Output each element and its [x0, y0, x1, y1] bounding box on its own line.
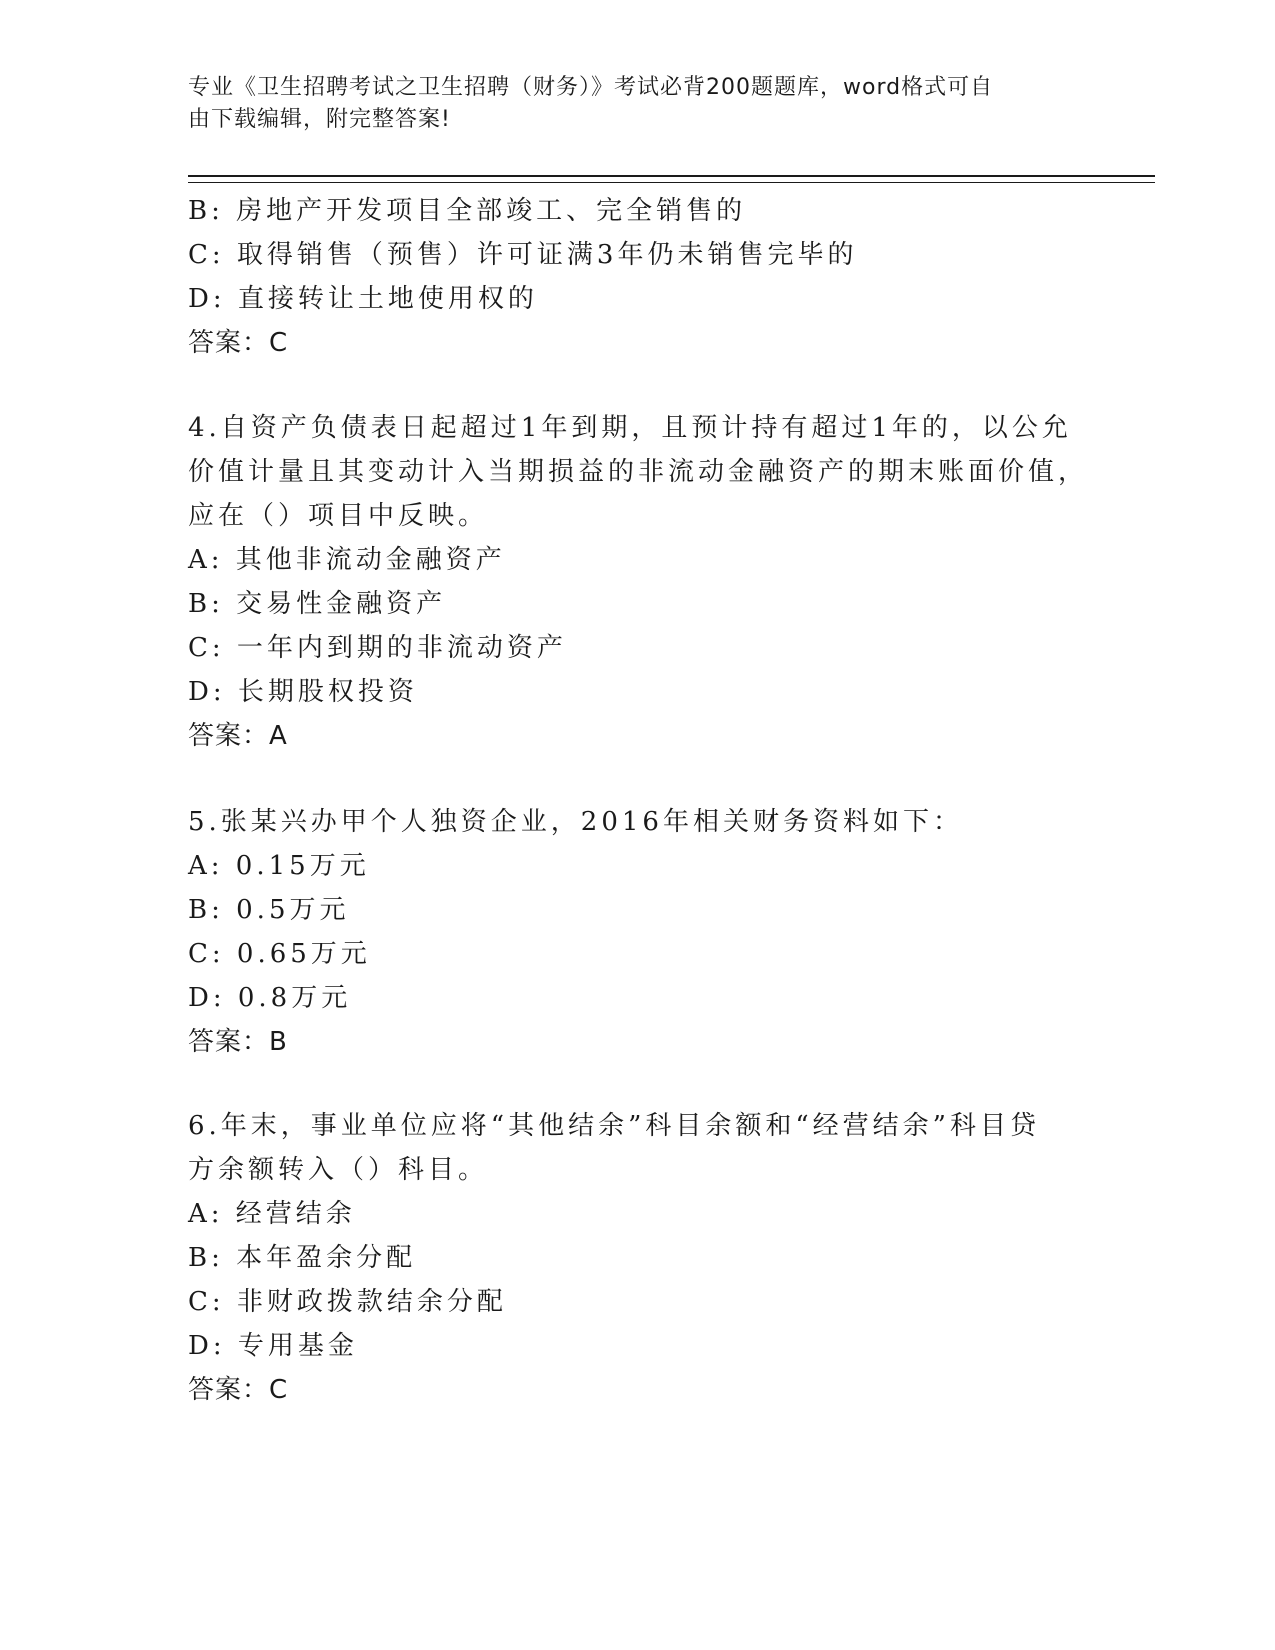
q3-option-c: C: 取得销售（预售）许可证满3年仍未销售完毕的: [188, 240, 858, 270]
q6-option-c: C: 非财政拨款结余分配: [188, 1287, 507, 1317]
q6-option-a: A: 经营结余: [188, 1199, 356, 1229]
q4-option-b: B: 交易性金融资产: [188, 589, 447, 619]
q4-answer: 答案：A: [188, 721, 288, 751]
q5-stem-line-1: 5.张某兴办甲个人独资企业，2016年相关财务资料如下：: [188, 807, 963, 837]
q4-stem-line-2: 价值计量且其变动计入当期损益的非流动金融资产的期末账面价值，: [188, 457, 1089, 487]
q3-answer: 答案：C: [188, 328, 289, 358]
q6-stem-line-2: 方余额转入（）科目。: [188, 1155, 489, 1185]
q4-option-d: D: 长期股权投资: [188, 677, 418, 707]
q3-option-d: D: 直接转让土地使用权的: [188, 284, 538, 314]
q5-option-d: D: 0.8万元: [188, 983, 352, 1013]
q6-option-b: B: 本年盈余分配: [188, 1243, 417, 1273]
q5-option-a: A: 0.15万元: [188, 851, 370, 881]
header-line-1: 专业《卫生招聘考试之卫生招聘（财务）》考试必背200题题库，word格式可自: [188, 75, 994, 100]
q6-option-d: D: 专用基金: [188, 1331, 358, 1361]
header-line-2: 由下载编辑，附完整答案!: [188, 107, 451, 132]
q5-answer: 答案：B: [188, 1027, 288, 1057]
q5-option-c: C: 0.65万元: [188, 939, 371, 969]
q6-answer: 答案：C: [188, 1375, 289, 1405]
q5-option-b: B: 0.5万元: [188, 895, 350, 925]
header-divider-thick: [188, 175, 1155, 177]
q4-stem-line-1: 4.自资产负债表日起超过1年到期，且预计持有超过1年的，以公允: [188, 413, 1072, 443]
q4-option-a: A: 其他非流动金融资产: [188, 545, 506, 575]
q3-option-b: B: 房地产开发项目全部竣工、完全销售的: [188, 196, 747, 226]
header-divider-thin: [188, 182, 1155, 183]
q4-stem-line-3: 应在（）项目中反映。: [188, 501, 489, 531]
q4-option-c: C: 一年内到期的非流动资产: [188, 633, 567, 663]
q6-stem-line-1: 6.年末，事业单位应将“其他结余”科目余额和“经营结余”科目贷: [188, 1111, 1040, 1141]
document-header: [188, 72, 1068, 136]
